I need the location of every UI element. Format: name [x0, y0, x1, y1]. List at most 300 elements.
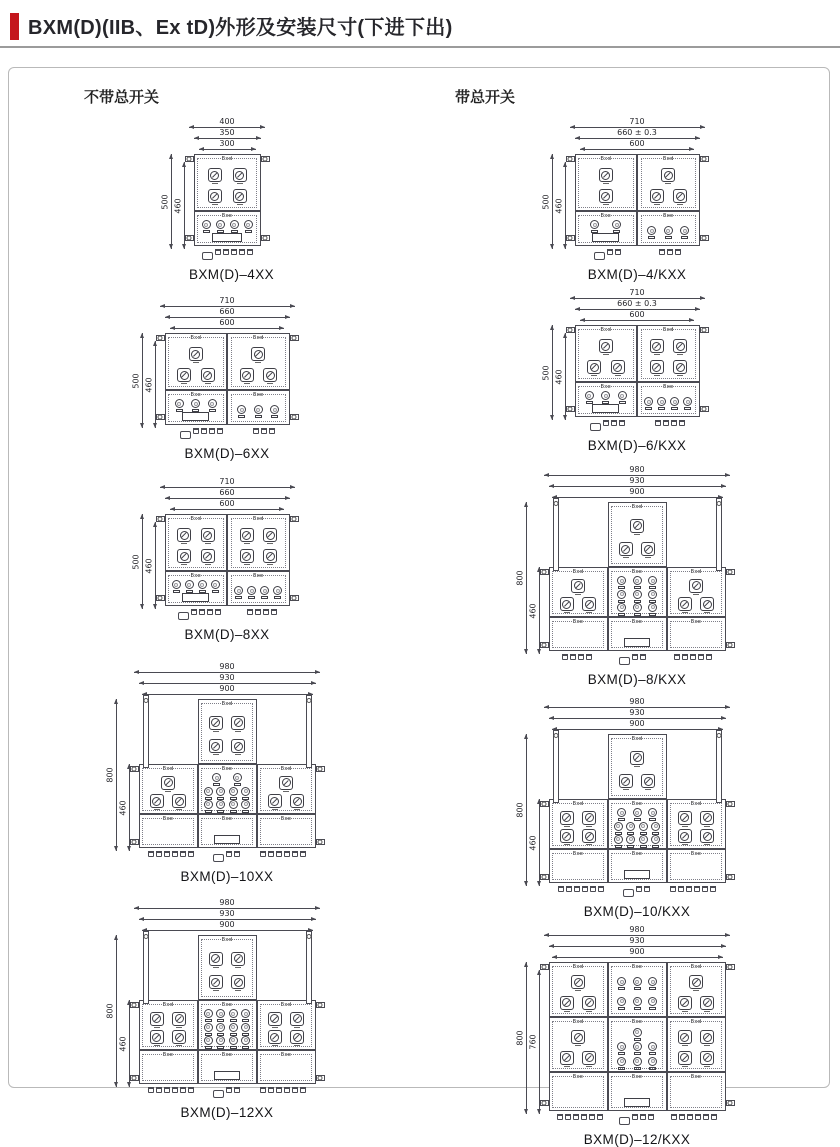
nameplate-rect	[592, 404, 619, 413]
lamp-row	[168, 580, 225, 593]
cable-gland-icon	[570, 654, 576, 660]
compartment-label: Exe	[600, 213, 612, 219]
switch-tag	[586, 1011, 592, 1012]
compartment-row	[575, 211, 700, 246]
rotary-switch-face	[172, 1030, 186, 1044]
compartment-content	[638, 163, 699, 210]
switch-tag	[677, 204, 683, 205]
lamp-face	[244, 220, 253, 229]
rotary-switch-face	[177, 549, 191, 563]
switch-tag	[575, 594, 581, 595]
compartment	[608, 617, 667, 651]
compartment-label: Exe	[631, 1019, 643, 1025]
compartment	[198, 1050, 257, 1084]
mounting-strip	[306, 931, 312, 1004]
compartment-label: Exd	[690, 1019, 702, 1025]
compartment-row	[139, 935, 316, 1000]
compartment	[227, 514, 290, 571]
gland-group	[557, 1114, 603, 1120]
compartment-row	[549, 799, 726, 849]
mounting-ear	[566, 406, 575, 412]
rotary-switch-face	[582, 597, 596, 611]
indicator-lamp-icon	[204, 1009, 213, 1022]
indicator-lamp-icon	[172, 580, 181, 593]
compartment	[227, 390, 290, 425]
compartment-content	[609, 971, 666, 1016]
lamp-face	[680, 226, 689, 235]
drawing-body	[105, 699, 320, 851]
indicator-lamp-icon	[648, 590, 657, 603]
compartment-label: Exd	[690, 964, 702, 970]
lamp-face	[626, 835, 635, 844]
dimension-arrow-line	[199, 149, 256, 150]
rotary-switch-face	[700, 597, 714, 611]
cable-gland-icon	[260, 851, 266, 857]
compartment-row	[139, 764, 316, 814]
switch-row	[640, 189, 697, 205]
indicator-lamp-icon	[648, 1042, 657, 1055]
compartment-label: Exd	[631, 736, 643, 742]
rotary-switch-icon	[279, 776, 293, 792]
compartment-label: Exe	[162, 1052, 174, 1058]
switch-tag	[212, 204, 218, 205]
rotary-switch-face	[599, 339, 613, 353]
compartment-label: Exe	[690, 1074, 702, 1080]
rotary-switch-icon	[209, 739, 223, 755]
indicator-lamp-icon	[237, 405, 246, 418]
lamp-face	[212, 773, 221, 782]
lamp-face	[617, 576, 626, 585]
dimension-label: 800	[515, 1030, 525, 1046]
switch-tag	[682, 612, 688, 613]
compartment-content	[166, 523, 227, 570]
rotary-switch-icon	[201, 549, 215, 565]
compartment-label: Exd	[600, 156, 612, 162]
indicator-lamp-icon	[204, 787, 213, 800]
dimension-line	[552, 489, 723, 500]
mounting-ear	[316, 766, 325, 772]
lamp-face	[633, 1042, 642, 1051]
dimension-arrow-line	[142, 333, 143, 428]
indicator-lamp-icon	[241, 1036, 250, 1049]
lamp-row	[611, 576, 664, 589]
dimension-label: 660 ± 0.3	[617, 128, 657, 137]
switch-tag	[235, 754, 241, 755]
enclosure	[549, 962, 726, 1114]
lamp-face	[175, 399, 184, 408]
mounting-ear	[700, 235, 709, 241]
side-dimensions	[515, 502, 544, 654]
dimension-label: 660	[219, 488, 235, 497]
lamp-face	[648, 808, 657, 817]
rotary-switch-icon	[678, 1030, 692, 1046]
dimension-label: 800	[515, 802, 525, 818]
lamp-tag	[255, 415, 262, 418]
lamp-row	[201, 1009, 254, 1022]
compartment	[549, 567, 608, 617]
indicator-lamp-icon	[241, 1009, 250, 1022]
rotary-switch-face	[290, 794, 304, 808]
lamp-face	[216, 1009, 225, 1018]
compartment-content	[668, 576, 725, 616]
cable-gland-icon	[292, 851, 298, 857]
compartment-row	[549, 1017, 726, 1072]
compartment-content	[609, 808, 666, 848]
switch-tag	[272, 809, 278, 810]
switch-row	[142, 794, 195, 810]
switch-row	[578, 360, 635, 376]
model-caption: BXM(D)–8/KXX	[587, 672, 687, 687]
rotary-switch-icon	[587, 360, 601, 376]
column-heading: 带总开关	[455, 89, 516, 106]
compartment-label: Exd	[662, 156, 674, 162]
compartment	[667, 799, 726, 849]
rotary-switch-icon	[560, 811, 574, 827]
main-cable-gland-icon	[202, 252, 213, 260]
compartment-content	[199, 773, 256, 813]
dimension-label: 980	[219, 898, 235, 907]
switch-row	[611, 774, 664, 790]
indicator-lamp-icon	[633, 590, 642, 603]
dimension-label: 460	[528, 834, 538, 851]
compartment	[667, 617, 726, 651]
switch-tag	[645, 557, 651, 558]
compartment	[194, 154, 261, 211]
switch-tag	[704, 844, 710, 845]
lamp-face	[204, 1009, 213, 1018]
switch-tag	[623, 557, 629, 558]
mounting-ear	[540, 642, 549, 648]
switch-row	[260, 794, 313, 810]
column-heading: 不带总开关	[84, 89, 160, 106]
compartment-content	[258, 773, 315, 813]
rotary-switch-face	[177, 368, 191, 382]
indicator-lamp-icon	[633, 603, 642, 616]
rotary-switch-face	[201, 528, 215, 542]
switch-row	[578, 339, 635, 355]
switch-tag	[294, 1027, 300, 1028]
lamp-face	[273, 586, 282, 595]
compartment-label: Exe	[631, 801, 643, 807]
enclosure	[139, 935, 316, 1087]
rotary-switch-face	[582, 811, 596, 825]
switch-tag	[586, 826, 592, 827]
compartment-label: Exe	[280, 1052, 292, 1058]
rotary-switch-face	[240, 368, 254, 382]
cable-gland-icon	[268, 1087, 274, 1093]
indicator-lamp-icon	[204, 1036, 213, 1049]
cable-glands	[575, 420, 700, 434]
rotary-switch-icon	[560, 1051, 574, 1067]
indicator-lamp-icon	[216, 800, 225, 813]
rotary-switch-icon	[571, 1030, 585, 1046]
enclosure	[575, 325, 700, 420]
rotary-switch-face	[678, 1030, 692, 1044]
rotary-switch-icon	[599, 189, 613, 205]
dimension-drawing	[105, 898, 320, 1120]
compartment	[637, 325, 700, 382]
cable-gland-icon	[276, 1087, 282, 1093]
rotary-switch-icon	[700, 829, 714, 845]
cable-gland-icon	[215, 249, 221, 255]
compartment-content	[550, 808, 607, 848]
compartment	[549, 1017, 608, 1072]
dimension-line	[528, 799, 544, 886]
switch-tag	[575, 990, 581, 991]
compartment-content	[166, 580, 227, 593]
gland-group	[619, 654, 646, 665]
cable-gland-icon	[172, 851, 178, 857]
compartment	[608, 502, 667, 567]
cable-glands	[549, 654, 726, 668]
cable-gland-icon	[655, 420, 661, 426]
lamp-face	[241, 1023, 250, 1032]
rotary-switch-icon	[201, 368, 215, 384]
mounting-strip	[716, 730, 722, 803]
compartment-label: Exe	[572, 1074, 584, 1080]
dimension-drawing	[541, 288, 705, 453]
rotary-switch-face	[571, 1030, 585, 1044]
compartment-label: Exe	[600, 384, 612, 390]
lamp-face	[208, 399, 217, 408]
switch-tag	[575, 1045, 581, 1046]
lamp-face	[651, 835, 660, 844]
rotary-switch-face	[268, 794, 282, 808]
lamp-tag	[230, 810, 237, 813]
compartment	[575, 325, 638, 382]
cable-gland-icon	[671, 1114, 677, 1120]
dimension-line	[552, 721, 723, 732]
compartment	[198, 764, 257, 814]
rotary-switch-face	[231, 739, 245, 753]
dimension-label: 600	[219, 499, 235, 508]
gland-group	[260, 851, 306, 857]
indicator-lamp-icon	[198, 580, 207, 593]
compartment-content	[258, 1009, 315, 1049]
dimension-label: 460	[118, 799, 128, 816]
main-cable-gland-icon	[178, 612, 189, 620]
rotary-switch-face	[231, 975, 245, 989]
gland-group	[247, 609, 277, 615]
dimension-line	[142, 922, 313, 933]
rotary-switch-icon	[263, 549, 277, 565]
compartment-row	[139, 699, 316, 764]
mounting-ear	[290, 516, 299, 522]
lamp-face	[633, 977, 642, 986]
cable-gland-icon	[632, 654, 638, 660]
cable-gland-icon	[679, 420, 685, 426]
lamp-face	[618, 391, 627, 400]
rotary-switch-face	[560, 1051, 574, 1065]
switch-tag	[205, 383, 211, 384]
model-caption: BXM(D)–8XX	[184, 627, 270, 642]
compartment-label: Exd	[690, 569, 702, 575]
mounting-ear	[726, 569, 735, 575]
lamp-face	[241, 800, 250, 809]
dimension-label: 930	[219, 909, 235, 918]
lamp-face	[633, 603, 642, 612]
lamp-face	[230, 220, 239, 229]
content-frame	[8, 67, 830, 1147]
switch-row	[670, 996, 723, 1012]
side-dimensions	[515, 962, 544, 1114]
cable-gland-icon	[148, 1087, 154, 1093]
cable-gland-icon	[581, 1114, 587, 1120]
lamp-tag	[649, 1067, 656, 1070]
indicator-lamp-icon	[626, 822, 635, 835]
dimension-arrow-line	[539, 970, 540, 1114]
gland-group	[594, 249, 621, 260]
compartment-content	[199, 823, 256, 835]
switch-row	[670, 597, 723, 613]
compartment	[257, 1050, 316, 1084]
switch-tag	[654, 204, 660, 205]
switch-row	[611, 751, 664, 767]
lamp-row	[201, 1023, 254, 1036]
switch-row	[197, 168, 258, 184]
mounting-ear	[726, 642, 735, 648]
compartment	[198, 814, 257, 848]
lamp-tag	[645, 407, 652, 410]
lamp-row	[611, 808, 664, 821]
cable-gland-icon	[603, 420, 609, 426]
compartment-content	[668, 626, 725, 650]
lamp-face	[617, 808, 626, 817]
switch-tag	[272, 1045, 278, 1046]
cable-gland-icon	[640, 654, 646, 660]
rotary-switch-icon	[678, 1051, 692, 1067]
dimension-line	[105, 935, 121, 1087]
mounting-ear	[156, 335, 165, 341]
compartment-content	[609, 511, 666, 566]
lamp-tag	[618, 613, 625, 616]
compartment-row	[549, 849, 726, 883]
rotary-switch-face	[673, 189, 687, 203]
dimension-label: 980	[629, 697, 645, 706]
lamp-face	[633, 1057, 642, 1066]
rotary-switch-icon	[240, 528, 254, 544]
indicator-lamp-icon	[229, 800, 238, 813]
compartment-row	[549, 734, 726, 799]
side-dimensions	[105, 935, 134, 1087]
lamp-face	[614, 835, 623, 844]
compartment	[227, 571, 290, 606]
model-caption: BXM(D)–10XX	[180, 869, 274, 884]
lamp-face	[241, 1036, 250, 1045]
rotary-switch-face	[678, 1051, 692, 1065]
indicator-lamp-icon	[633, 576, 642, 589]
rotary-switch-face	[263, 528, 277, 542]
compartment	[198, 935, 257, 1000]
rotary-switch-icon	[700, 1051, 714, 1067]
dimension-label: 800	[105, 1003, 115, 1019]
dimension-arrow-line	[552, 729, 723, 730]
cable-gland-icon	[269, 428, 275, 434]
dimension-label: 500	[541, 193, 551, 210]
indicator-lamp-icon	[202, 220, 211, 233]
rotary-switch-icon	[700, 597, 714, 613]
indicator-lamp-icon	[648, 1057, 657, 1070]
lamp-tag	[658, 407, 665, 410]
lamp-face	[590, 220, 599, 229]
indicator-lamp-icon	[233, 773, 242, 786]
rotary-switch-face	[231, 952, 245, 966]
top-dimensions	[544, 467, 730, 500]
compartment-content	[668, 808, 725, 848]
rotary-switch-face	[201, 368, 215, 382]
switch-tag	[634, 534, 640, 535]
indicator-lamp-icon	[648, 997, 657, 1010]
rotary-switch-face	[599, 168, 613, 182]
indicator-lamp-icon	[254, 405, 263, 418]
main-cable-gland-icon	[619, 657, 630, 665]
indicator-lamp-icon	[617, 997, 626, 1010]
mounting-ear	[566, 156, 575, 162]
mounting-ear	[130, 1075, 139, 1081]
indicator-lamp-icon	[175, 399, 184, 412]
cable-gland-icon	[667, 249, 673, 255]
dimension-arrow-line	[526, 734, 527, 886]
main-cable-gland-icon	[590, 423, 601, 431]
lamp-face	[648, 576, 657, 585]
lamp-tag	[619, 401, 626, 404]
rotary-switch-icon	[208, 168, 222, 184]
lamp-row	[578, 220, 635, 233]
column-without-main-switch	[9, 68, 419, 1120]
dimension-label: 900	[629, 719, 645, 728]
lamp-face	[648, 977, 657, 986]
dimension-line	[142, 686, 313, 697]
compartment-label: Exe	[162, 816, 174, 822]
compartment-row	[139, 1050, 316, 1084]
cable-gland-icon	[694, 886, 700, 892]
gland-group	[590, 420, 625, 431]
switch-row	[201, 739, 254, 755]
compartment-content	[609, 576, 666, 616]
lamp-face	[229, 1036, 238, 1045]
lamp-face	[648, 603, 657, 612]
cable-gland-icon	[632, 1114, 638, 1120]
switch-tag	[154, 1027, 160, 1028]
lamp-face	[216, 800, 225, 809]
indicator-lamp-icon	[617, 576, 626, 589]
compartment-label: Exd	[572, 964, 584, 970]
compartment-content	[258, 1059, 315, 1083]
lamp-face	[204, 1036, 213, 1045]
rotary-switch-face	[233, 189, 247, 203]
indicator-lamp-icon	[657, 397, 666, 410]
compartment-row	[139, 1000, 316, 1050]
rotary-switch-icon	[641, 774, 655, 790]
dimension-drawing	[160, 117, 275, 282]
rotary-switch-face	[650, 360, 664, 374]
switch-row	[201, 975, 254, 991]
rotary-switch-face	[619, 542, 633, 556]
lamp-face	[237, 405, 246, 414]
dimension-arrow-line	[552, 957, 723, 958]
indicator-lamp-icon	[614, 835, 623, 848]
model-caption: BXM(D)–10/KXX	[583, 904, 691, 919]
rotary-switch-face	[240, 528, 254, 542]
compartment	[608, 1072, 667, 1111]
indicator-lamp-icon	[590, 220, 599, 233]
switch-tag	[205, 564, 211, 565]
compartment-label: Exd	[600, 327, 612, 333]
lamp-face	[664, 226, 673, 235]
indicator-lamp-icon	[208, 399, 217, 412]
cable-gland-icon	[698, 654, 704, 660]
cable-glands	[549, 1114, 726, 1128]
